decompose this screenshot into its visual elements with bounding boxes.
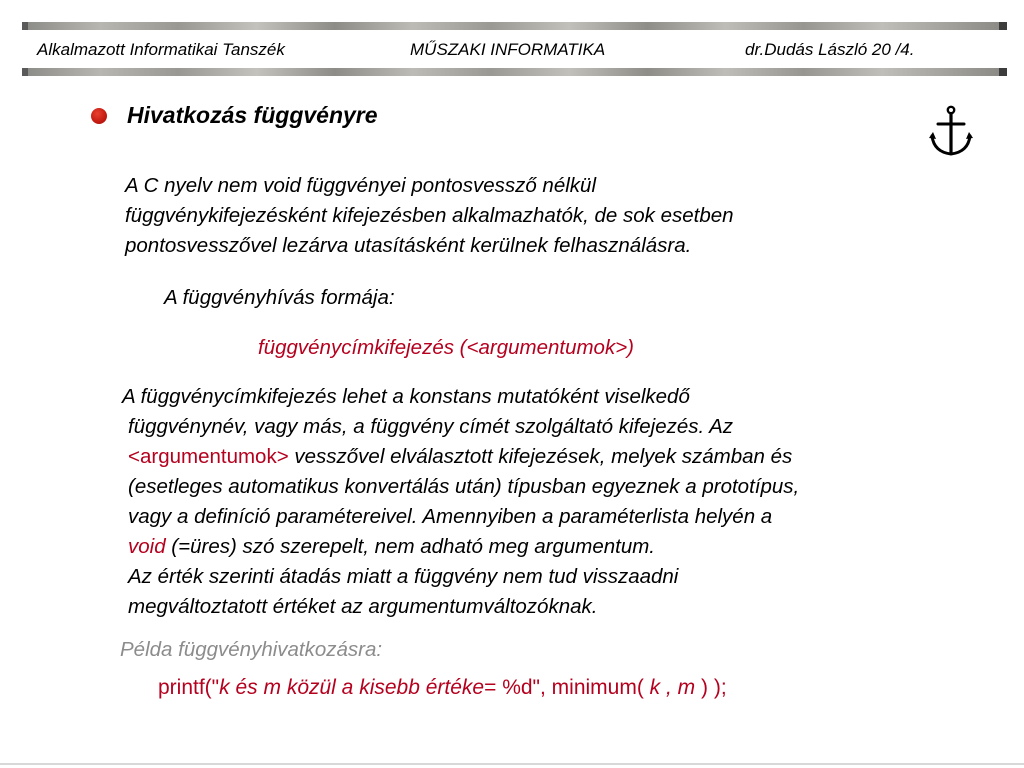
form-label: A függvényhívás formája:: [164, 286, 395, 309]
void-keyword: void: [128, 535, 166, 558]
paragraph-line: A függvénycímkifejezés lehet a konstans mutatóként viselkedő: [122, 385, 690, 408]
paragraph-line: [122, 532, 799, 562]
paragraph-line: [122, 442, 799, 472]
code-string-italic: k és m közül a kisebb értéke: [219, 676, 485, 699]
code-args-italic: k , m: [649, 676, 696, 699]
code-part: ) );: [695, 676, 727, 699]
call-syntax: függvénycímkifejezés (<argumentumok>): [258, 336, 635, 359]
paragraph-line: függvénynév, vagy más, a függvény címét szolgáltató kifejezés. Az: [128, 415, 734, 438]
header-course: MŰSZAKI INFORMATIKA: [410, 40, 606, 59]
header-department: Alkalmazott Informatikai Tanszék: [37, 40, 285, 59]
code-part: = %d", minimum(: [484, 676, 650, 699]
paragraph-explanation: [122, 382, 799, 622]
code-part: printf(": [158, 676, 220, 699]
example-label: Példa függvényhivatkozásra:: [120, 638, 383, 661]
paragraph-intro-line: pontosvesszővel lezárva utasításként kerülnek felhasználásra.: [125, 234, 692, 257]
paragraph-line-rest: (=üres) szó szerepelt, nem adható meg argumentum.: [165, 535, 655, 558]
paragraph-line: megváltoztatott értéket az argumentumváltozóknak.: [128, 595, 598, 618]
code-example: [158, 673, 727, 703]
bullet-icon: [91, 108, 107, 124]
paragraph-line: (esetleges automatikus konvertálás után) típusban egyeznek a prototípus,: [128, 475, 800, 498]
paragraph-line: vagy a definíció paramétereivel. Amennyiben a paraméterlista helyén a: [128, 505, 773, 528]
paragraph-intro-line: függvénykifejezésként kifejezésben alkalmazhatók, de sok esetben: [125, 204, 734, 227]
argumentumok-term: <argumentumok>: [128, 445, 289, 468]
header-bar-bottom: [22, 68, 999, 76]
paragraph-line-rest: vesszővel elválasztott kifejezések, melyek számban és: [288, 445, 793, 468]
paragraph-line: Az érték szerinti átadás miatt a függvény nem tud visszaadni: [128, 565, 679, 588]
bottom-divider: [0, 763, 1024, 765]
header-bar-top: [22, 22, 999, 30]
slide-title: Hivatkozás függvényre: [127, 102, 378, 128]
paragraph-intro-line: A C nyelv nem void függvényei pontosvessző nélkül: [125, 174, 596, 197]
paragraph-intro: [125, 171, 734, 261]
anchor-icon: [928, 104, 974, 160]
header-author-page: dr.Dudás László 20 /4.: [745, 40, 915, 59]
